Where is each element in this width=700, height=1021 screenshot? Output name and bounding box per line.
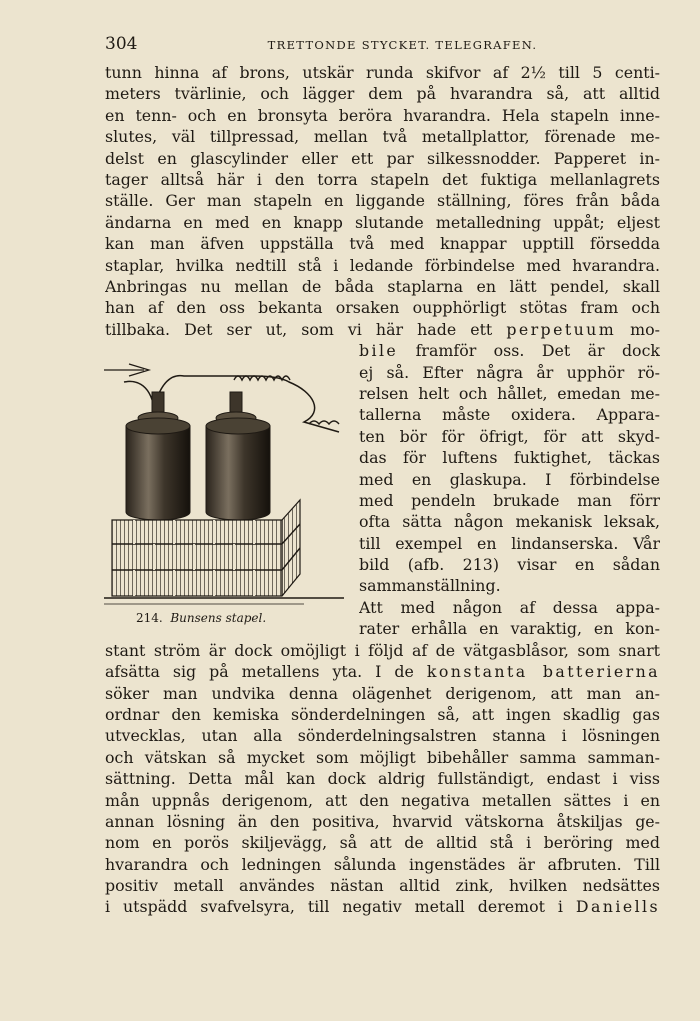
side-column-lines	[359, 362, 660, 640]
text-line: sättning. Detta mål kan dock aldrig fullständigt, endast i viss	[105, 769, 660, 789]
line-text: mo-	[616, 319, 660, 339]
bunsen-battery-illustration	[104, 352, 354, 614]
spaced-term: Daniells	[575, 897, 660, 917]
text-line: ställe. Ger man stapeln en liggande ställning, föres från båda	[105, 191, 660, 211]
text-line: bild (afb. 213) visar en sådan	[359, 555, 660, 575]
line-text: tillbaka. Det ser ut, som vi här hade ett	[105, 319, 507, 339]
text-line: meters tvärlinie, och lägger dem på hvarandra så, att alltid	[105, 84, 660, 104]
text-line: kan man äfven uppställa två med knappar upptill försedda	[105, 234, 660, 254]
spaced-term: bile	[359, 341, 399, 361]
line-text: stant ström är dock omöjligt i följd af de vätgasblåsor, som snart	[105, 640, 660, 660]
text-line: delst en glascylinder eller ett par silkessnodder. Papperet in-	[105, 148, 660, 168]
line-text: afsätta sig på metallens yta. I de	[105, 662, 427, 682]
line-text: framför oss. Det är dock	[398, 341, 660, 361]
figure-caption	[136, 611, 266, 625]
text-line: tallerna måste oxidera. Appara-	[359, 405, 660, 425]
text-line: ordnar den kemiska sönderdelningen så, att ingen skadlig gas	[105, 704, 660, 724]
side-column	[359, 340, 660, 639]
text-line: ej så. Efter några år upphör rö-	[359, 362, 660, 382]
text-line: en tenn- och en bronsyta beröra hvarandra. Hela stapeln inne-	[105, 105, 660, 125]
page-header	[105, 34, 660, 56]
text-line: sammanställning.	[359, 576, 501, 596]
text-line: slutes, väl tillpressad, mellan två metallplattor, förenade me-	[105, 127, 660, 147]
text-line: Att med någon af dessa appa-	[359, 597, 660, 617]
text-line: med en glaskupa. I förbindelse	[359, 469, 660, 489]
running-head: TRETTONDE STYCKET. TELEGRAFEN.	[267, 38, 538, 52]
text-line: han af den oss bekanta orsaken oupphörligt stötas fram och	[105, 298, 660, 318]
text-line: relsen helt och hållet, emedan me-	[359, 383, 660, 403]
paragraph-top	[105, 62, 660, 319]
text-line: ändarna en med en knapp slutande metalledning uppåt; eljest	[105, 212, 660, 232]
text-line: till exempel en lindanserska. Vår	[359, 533, 660, 553]
figure-number: 214.	[136, 611, 163, 625]
spaced-term: perpetuum	[506, 319, 617, 339]
text-line: das för luftens fuktighet, täckas	[359, 448, 660, 468]
text-line: utvecklas, utan alla sönderdelningsalstren stanna i lösningen	[105, 726, 660, 746]
text-line: söker man undvika denna olägenhet derigenom, att man an-	[105, 683, 660, 703]
text-line: positiv metall användes nästan alltid zink, hvilken nedsättes	[105, 876, 660, 896]
text-line: ten bör för öfrigt, för att skyd-	[359, 426, 660, 446]
bottom-lines	[105, 683, 660, 897]
text-line: ofta sätta någon mekanisk leksak,	[359, 512, 660, 532]
figure-title: Bunsens stapel.	[170, 611, 267, 625]
text-line: rater erhålla en varaktig, en kon-	[359, 619, 660, 639]
text-line: tager alltså här i den torra stapeln det fuktiga mellanlagrets	[105, 169, 660, 189]
text-line: Anbringas nu mellan de båda staplarna en lätt pendel, skall	[105, 276, 660, 296]
text-line: hvarandra och ledningen sålunda ingenstädes är afbruten. Till	[105, 854, 660, 874]
text-line: och vätskan så mycket som möjligt bibehåller samma samman-	[105, 747, 660, 767]
text-line: mån uppnås derigenom, att den negativa metallen sättes i en	[105, 790, 660, 810]
text-line: annan lösning än den positiva, hvarvid vätskorna åtskiljas ge-	[105, 811, 660, 831]
paragraph-bottom	[105, 640, 660, 918]
paragraph-line-perpetuum	[105, 319, 660, 340]
spaced-term: konstanta batterierna	[426, 662, 660, 682]
line-text: i utspädd svafvelsyra, till negativ metall deremot i	[105, 897, 576, 917]
page-number: 304	[105, 34, 138, 54]
figure-bunsen-battery	[104, 352, 354, 614]
text-line: staplar, hvilka nedtill stå i ledande förbindelse med hvarandra.	[105, 255, 660, 275]
text-line: med pendeln brukade man förr	[359, 490, 660, 510]
text-line: nom en porös skiljevägg, så att de alltid stå i beröring med	[105, 833, 660, 853]
text-line: tunn hinna af brons, utskär runda skifvor af 2½ till 5 centi-	[105, 63, 660, 82]
